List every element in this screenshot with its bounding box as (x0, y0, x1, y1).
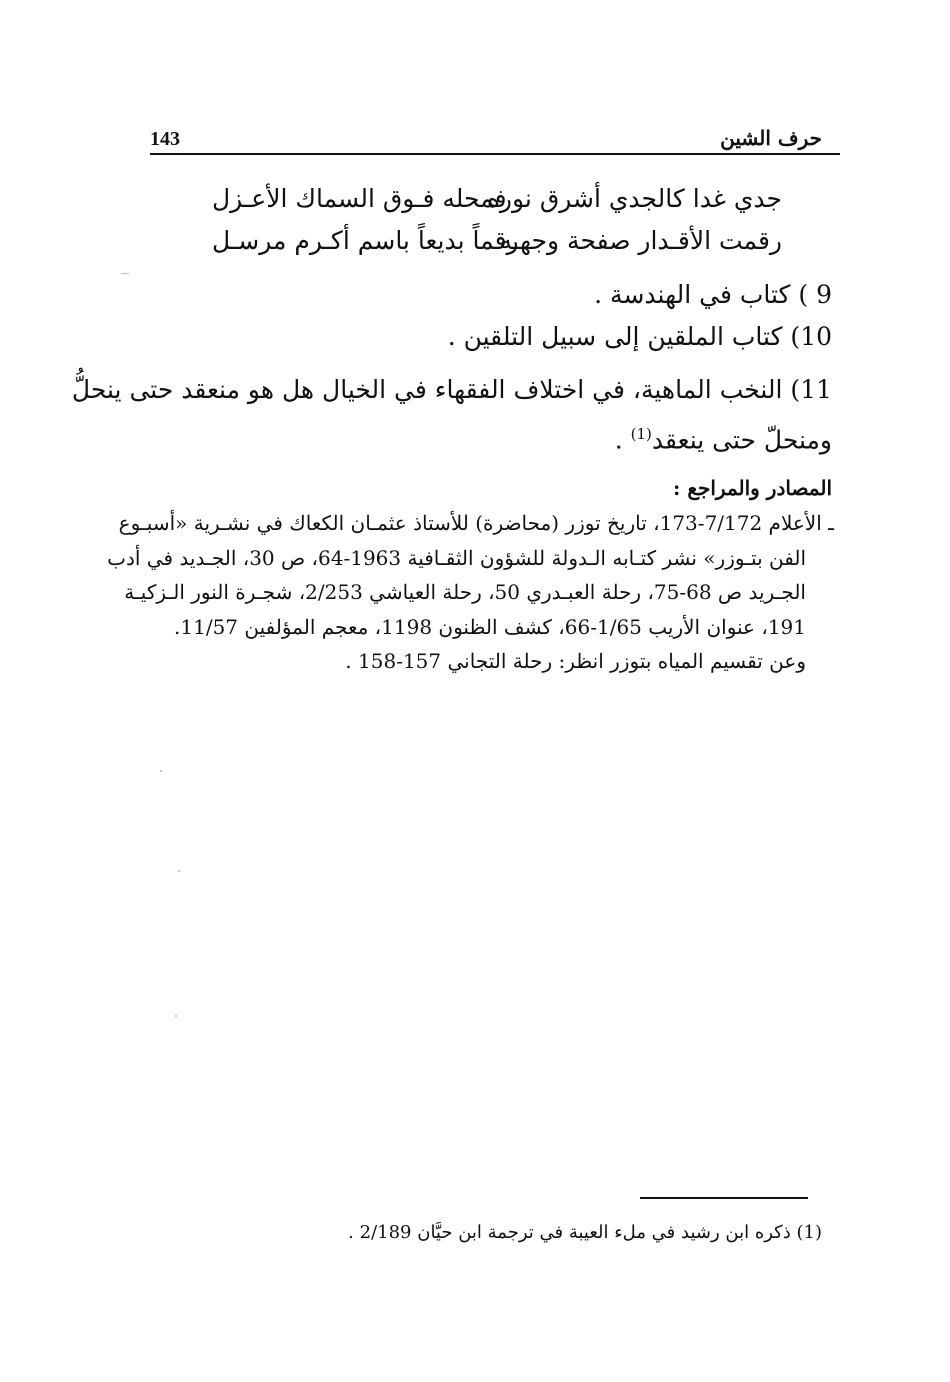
references-heading: المصادر والمراجع : (673, 476, 832, 500)
reference-line-3: الجـريد ص 68-75، رحلة العبـدري 50، رحلة العياشي 2/253، شجـرة النور الـزكيـة (124, 580, 806, 604)
list-item-9: 9 ) كتاب في الهندسة . (594, 280, 832, 309)
header-rule (150, 153, 840, 155)
reference-line-1: ـ الأعلام 7/172-173، تاريخ توزر (محاضرة) للأستاذ عثمـان الكعاك في نشـرية «أسبـوع (118, 511, 834, 535)
verse-1-first-hemistich: جدي غدا كالجدي أشرق نوره (486, 184, 782, 213)
page-header (150, 122, 840, 156)
verse-2-first-hemistich: رقمت الأقـدار صفحة وجهـه (499, 226, 782, 255)
footnote-text: (1) ذكره ابن رشيد في ملء العيبة في ترجمة ابن حيَّان 2/189 . (348, 1222, 822, 1243)
list-item-11-line-2-text: ومنحلّ حتى ينعقد (651, 425, 832, 455)
verse-1-second-hemistich: فمحله فـوق السماك الأعـزل (212, 184, 507, 213)
verse-line-2 (212, 226, 782, 266)
scan-speck (160, 770, 162, 772)
reference-line-5: وعن تقسيم المياه بتوزر انظر: رحلة التجاني 157-158 . (345, 649, 806, 673)
verse-2-second-hemistich: رقماً بديعاً باسم أكـرم مرسـل (212, 226, 519, 255)
list-item-11 (71, 368, 832, 462)
footnote-reference: (1) (630, 425, 652, 443)
running-title: حرف الشين (720, 126, 822, 150)
page-number: 143 (150, 128, 180, 150)
list-item-11-line-1: 11) النخب الماهية، في اختلاف الفقهاء في الخيال هل هو منعقد حتى ينحلُّ (71, 375, 832, 404)
references-list (107, 506, 834, 679)
reference-line-4: 191، عنوان الأريب 1/65-66، كشف الظنون 1198، معجم المؤلفين 11/57. (174, 614, 806, 639)
list-item-11-line-2-end: . (614, 425, 631, 455)
list-item-10: 10) كتاب الملقين إلى سبيل التلقين . (447, 322, 832, 351)
reference-line-2: الفن بتـوزر» نشر كتـابه الـدولة للشؤون الثقـافية 1963-64، ص 30، الجـديد في أدب (107, 545, 806, 570)
verse-line-1 (212, 184, 782, 224)
scan-speck (120, 273, 130, 274)
list-item-11-line-2 (150, 412, 832, 462)
scan-speck (178, 870, 180, 872)
footnote-separator (640, 1197, 808, 1199)
scan-speck (175, 1015, 177, 1017)
